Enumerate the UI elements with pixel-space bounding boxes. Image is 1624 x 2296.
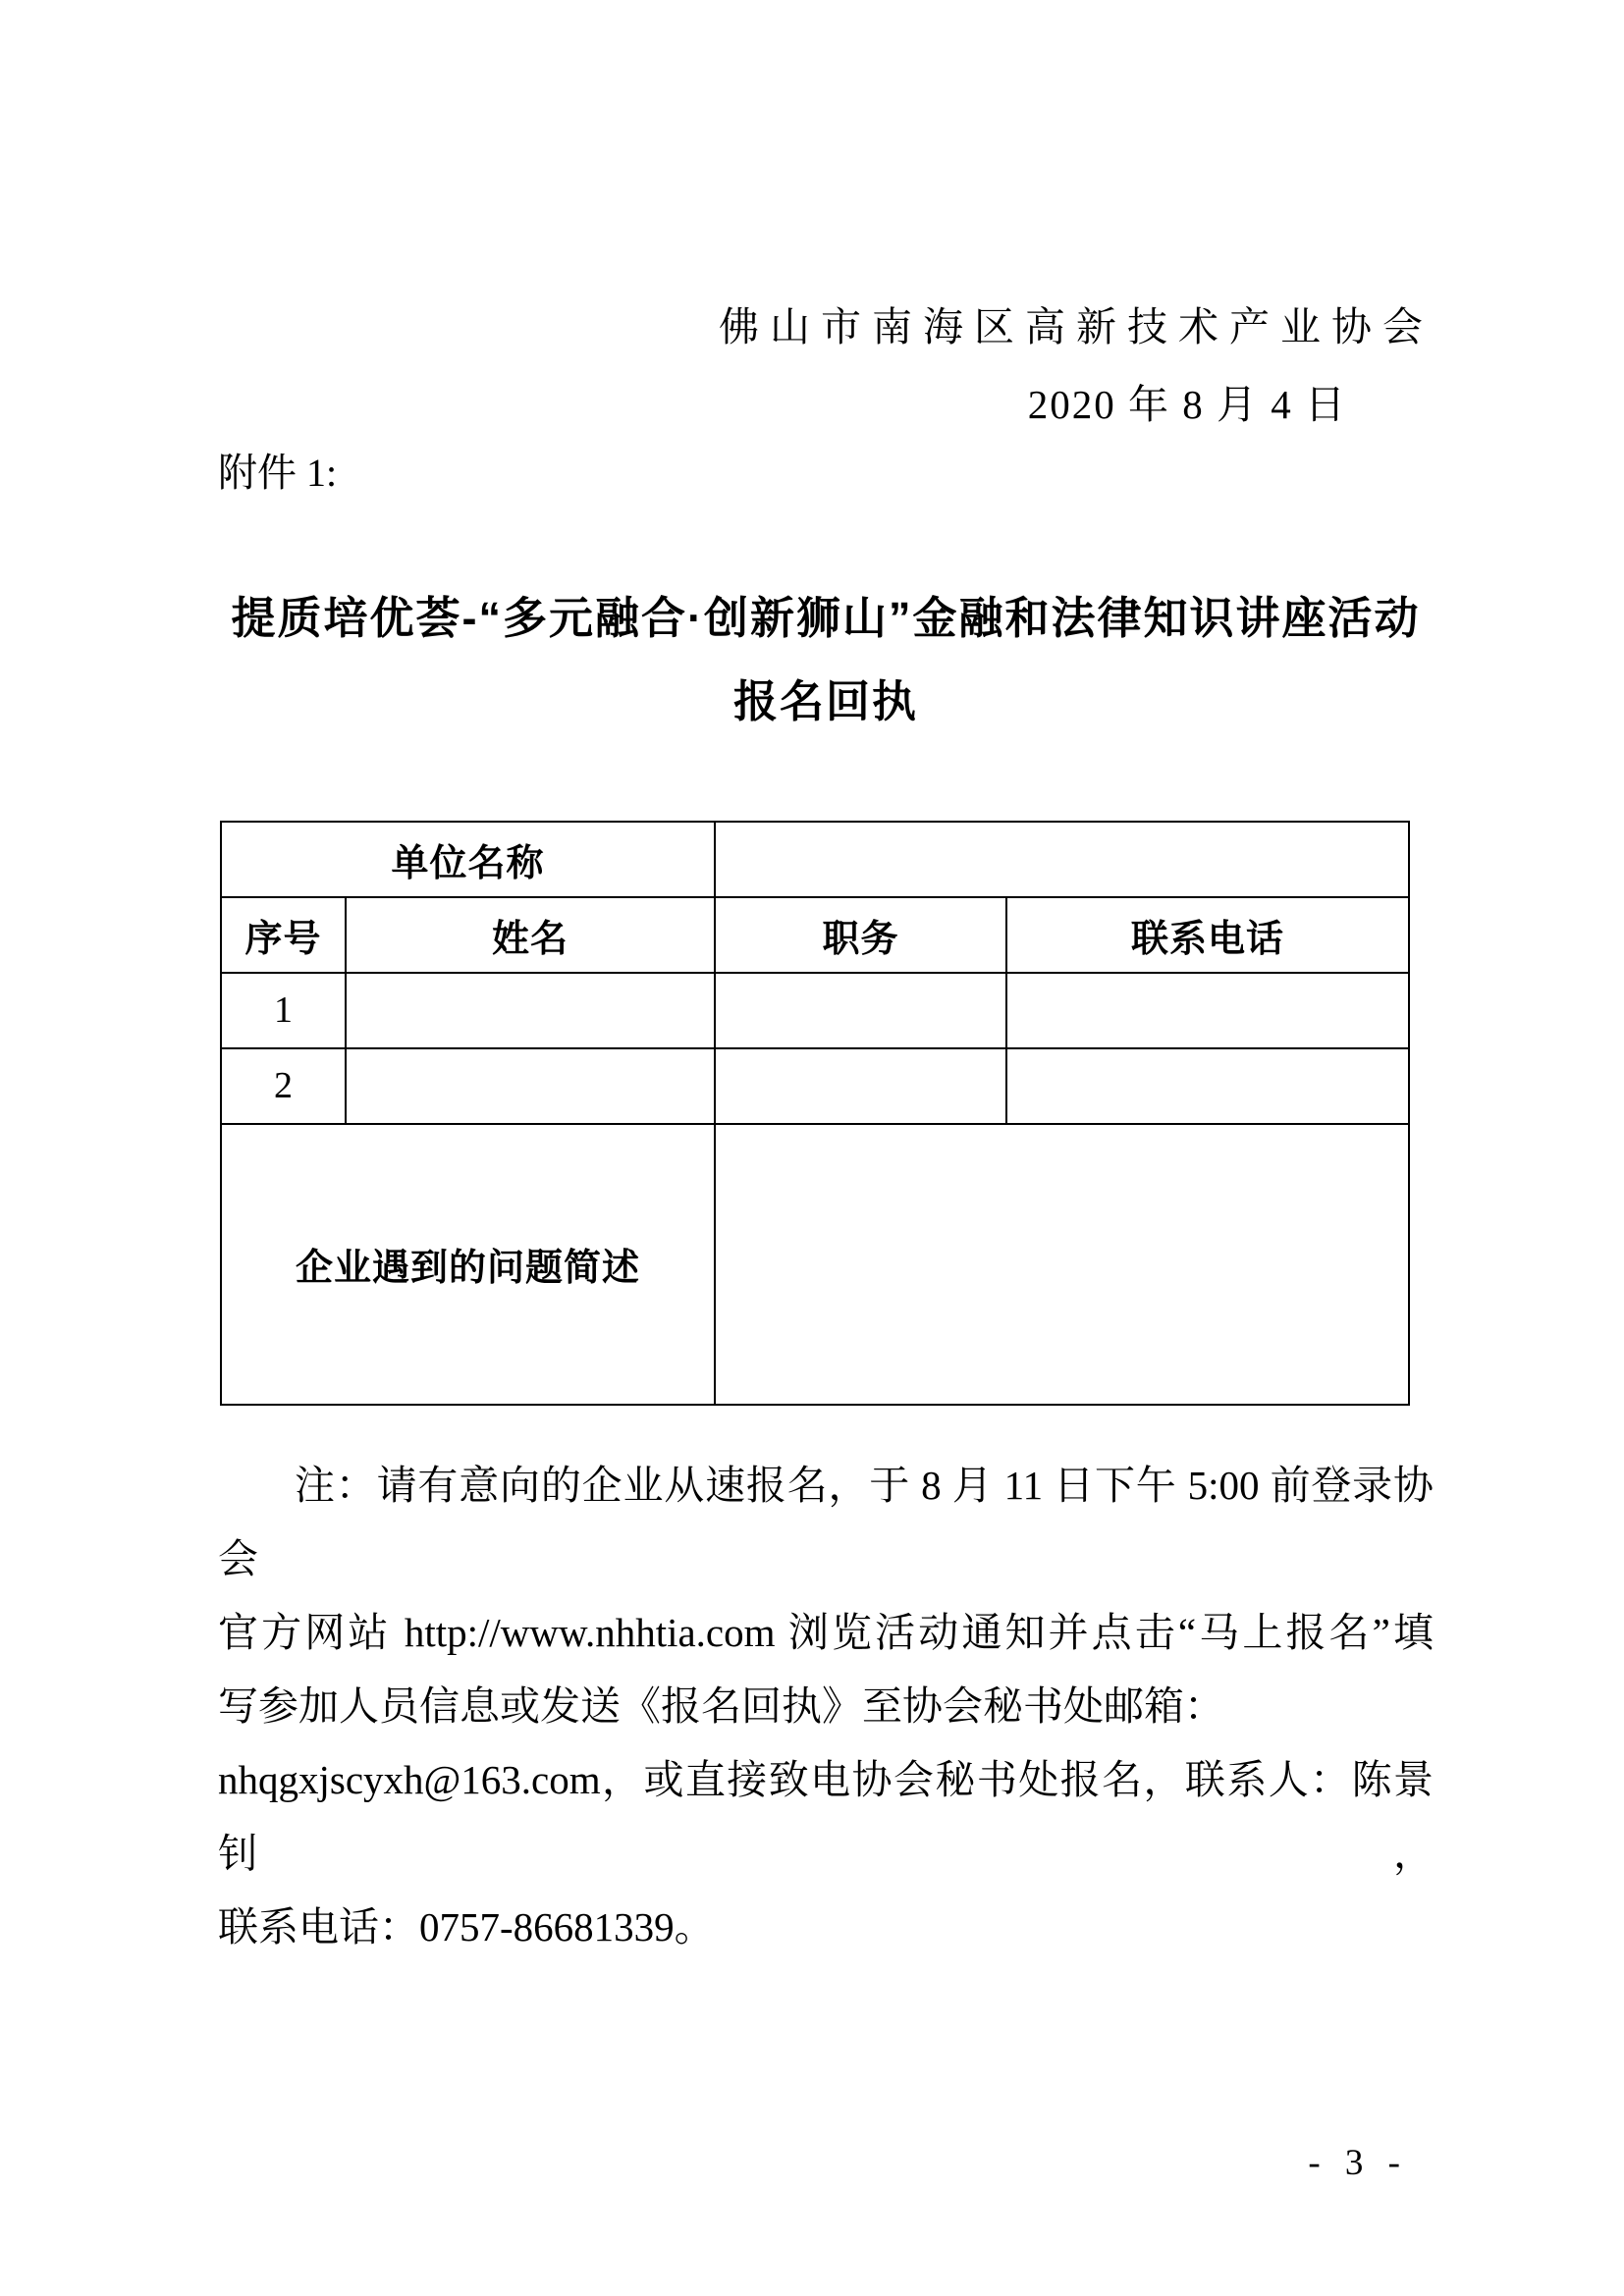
page-number: - 3 - (1308, 2143, 1408, 2183)
problem-label: 企业遇到的问题简述 (221, 1124, 715, 1405)
note-line: 写参加人员信息或发送《报名回执》至协会秘书处邮箱： (218, 1682, 1224, 1729)
note-paragraph (218, 1449, 1434, 1964)
note-line: 联系电话：0757-86681339。 (218, 1903, 715, 1949)
row-no-cell: 1 (221, 973, 346, 1048)
table-row (221, 1048, 1409, 1124)
row-no-cell: 2 (221, 1048, 346, 1124)
row-position-cell (715, 973, 1006, 1048)
col-header-position: 职务 (715, 897, 1006, 973)
col-header-name: 姓名 (346, 897, 715, 973)
unit-name-row (221, 822, 1409, 897)
row-name-cell (346, 1048, 715, 1124)
row-position-cell (715, 1048, 1006, 1124)
note-line: 官方网站 http://www.nhhtia.com 浏览活动通知并点击“马上报名”填 (218, 1609, 1434, 1655)
document-title-line1: 提质培优荟-“多元融合·创新狮山”金融和法律知识讲座活动 (231, 592, 1421, 643)
unit-name-value-cell (715, 822, 1409, 897)
row-phone-cell (1006, 973, 1409, 1048)
row-name-cell (346, 973, 715, 1048)
col-header-no: 序号 (221, 897, 346, 973)
table-header-row (221, 897, 1409, 973)
problem-value-cell (715, 1124, 1409, 1405)
unit-name-label: 单位名称 (221, 822, 715, 897)
col-header-phone: 联系电话 (1006, 897, 1409, 973)
document-title-line2: 报名回执 (732, 676, 918, 727)
attachment-label: 附件 1: (218, 450, 338, 495)
registration-table (220, 821, 1410, 1406)
note-line: 注：请有意向的企业从速报名，于 8 月 11 日下午 5:00 前登录协会 (218, 1462, 1434, 1581)
problem-row (221, 1124, 1409, 1405)
issuer-name: 佛山市南海区高新技术产业协会 (719, 304, 1434, 349)
row-phone-cell (1006, 1048, 1409, 1124)
table-row (221, 973, 1409, 1048)
note-line: nhqgxjscyxh@163.com，或直接致电协会秘书处报名，联系人：陈景钊， (218, 1756, 1434, 1876)
issue-date: 2020 年 8 月 4 日 (1027, 382, 1347, 428)
